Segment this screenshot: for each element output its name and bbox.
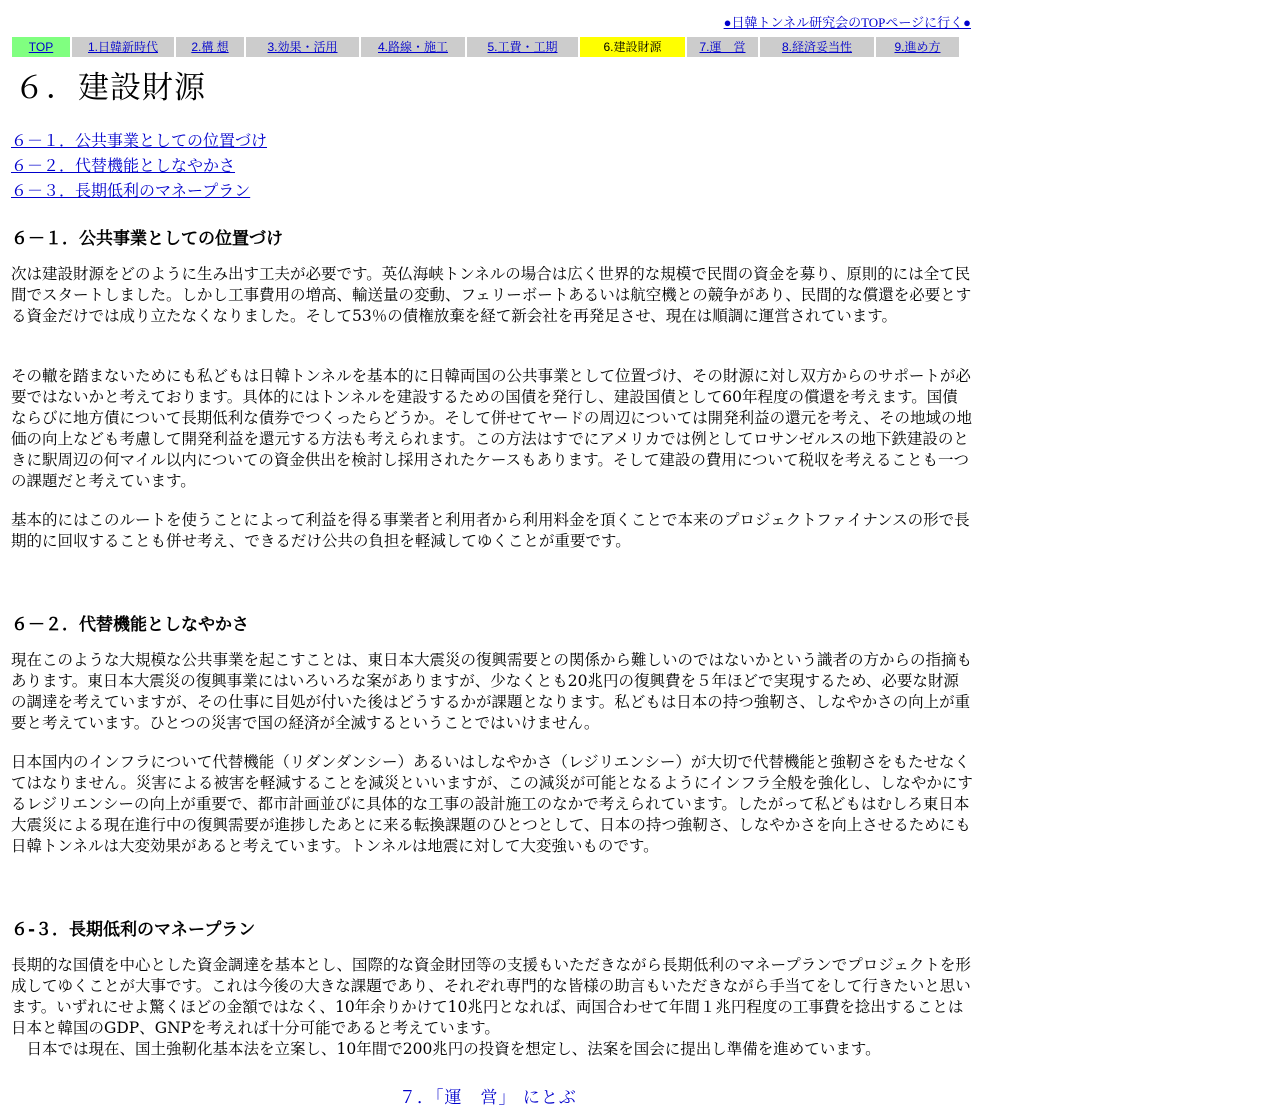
toc-link-6-3[interactable]: ６－３．長期低利のマネープラン [11,181,251,200]
nav-item-4[interactable]: 4.路線・施工 [361,37,465,57]
toc-link-6-1[interactable]: ６－１．公共事業としての位置づけ [11,131,268,150]
next-chapter-link[interactable]: ７．「運 営」 にとぶ [399,1088,577,1108]
nav-item-top[interactable]: TOP [12,37,70,57]
section-6-2-paragraph-1: 現在このような大規模な公共事業を起こすことは、東日本大震災の復興需要との関係から難しいのではないかという識者の方からの指摘もあります。東日本大震災の復興事業にはいろいろな案がありますが、少なくとも20兆円の復興費を５年ほどで実現するため、必要な財源の調達を考えていますが、その仕事に目処が付いた後はどうするかが課題となります。私どもは日本の持つ強靭さ、しなやかさの向上が重要と考えています。ひとつの災害で国の経済が全滅するということではいけません。 [11,651,973,732]
nav-item-1[interactable]: 1.日韓新時代 [72,37,174,57]
nav-item-8[interactable]: 8.経済妥当性 [760,37,874,57]
section-6-3-paragraph-1: 長期的な国債を中心とした資金調達を基本とし、国際的な資金財団等の支援もいただきながら長期低利のマネープランでプロジェクトを形成してゆくことが大事です。これは今後の大きな課題であり、それぞれ専門的な皆様の助言もいただきながら手当てをして行きたいと思います。いずれにせよ驚くほどの金額ではなく、10年余りかけて10兆円となれば、両国合わせて年間１兆円程度の工事費を捻出することは日本と韓国のGDP、GNPを考えれば十分可能であると考えています。 [11,956,971,1037]
toc-link-6-2[interactable]: ６－２．代替機能としなやかさ [11,156,236,175]
section-6-1-paragraph-1: 次は建設財源をどのように生み出す工夫が必要です。英仏海峡トンネルの場合は広く世界的な規模で民間の資金を募り、原則的には全て民間でスタートしました。しかし工事費用の増高、輸送量の変動、フェリーボートあるいは航空機との競争があり、民間的な償還を必要とする資金だけでは成り立たなくなりました。そして53％の債権放棄を経て新会社を再発足させ、現在は順調に運営されています。 [11,265,972,325]
section-heading-6-3: ６-３．長期低利のマネープラン [11,920,256,940]
section-6-2-paragraph-2: 日本国内のインフラについて代替機能（リダンダンシー）あるいはしなやかさ（レジリエンシー）が大切で代替機能と強靭さをもたせなくてはなりません。災害による被害を軽減することを減災といいますが、この減災が可能となるようにインフラ全般を強化し、しなやかにするレジリエンシーの向上が重要で、都市計画並びに具体的な工事の設計施工のなかで考えられています。したがって私どもはむしろ東日本大震災による現在進行中の復興需要が進捗したあとに来る転換課題のひとつとして、日本の持つ強靭さ、しなやかさを向上させるためにも日韓トンネルは大変効果があると考えています。トンネルは地震に対して大変強いものです。 [11,753,973,855]
section-6-1-paragraph-3: 基本的にはこのルートを使うことによって利益を得る事業者と利用者から利用料金を頂くことで本来のプロジェクトファイナンスの形で長期的に回収することも併せ考え、できるだけ公共の負担を軽減してゆくことが重要です。 [11,511,970,550]
nav-item-2[interactable]: 2.構 想 [176,37,244,57]
nav-item-9[interactable]: 9.進め方 [876,37,959,57]
nav-item-5[interactable]: 5.工費・工期 [467,37,578,57]
table-of-contents [11,128,267,203]
nav-bar [10,35,973,59]
top-page-link[interactable]: ●日韓トンネル研究会のTOPページに行く● [723,15,971,30]
section-heading-6-2: ６－２．代替機能としなやかさ [11,615,249,635]
section-heading-6-1: ６－１．公共事業としての位置づけ [11,229,283,249]
nav-item-7[interactable]: 7.運 営 [687,37,758,57]
page-title: ６．建設財源 [14,70,206,106]
section-6-1-paragraph-2: その轍を踏まないためにも私どもは日韓トンネルを基本的に日韓両国の公共事業として位置づけ、その財源に対し双方からのサポートが必要ではないかと考えております。具体的にはトンネルを建設するための国債を発行し、建設国債として60年程度の償還を考えます。国債ならびに地方債について長期低利な債券でつくったらどうか。そして併せてヤードの周辺については開発利益の還元を考え、その地域の地価の向上なども考慮して開発利益を還元する方法も考えられます。この方法はすでにアメリカでは例としてロサンゼルスの地下鉄建設のときに駅周辺の何マイル以内についての資金供出を検討し採用されたケースもあります。そして建設の費用について税収を考えることも一つの課題だと考えています。 [11,367,973,490]
nav-item-6-current: 6.建設財源 [580,37,685,57]
section-6-3-paragraph-2: 日本では現在、国土強靭化基本法を立案し、10年間で200兆円の投資を想定し、法案を国会に提出し準備を進めています。 [11,1040,881,1058]
nav-item-3[interactable]: 3.効果・活用 [246,37,359,57]
